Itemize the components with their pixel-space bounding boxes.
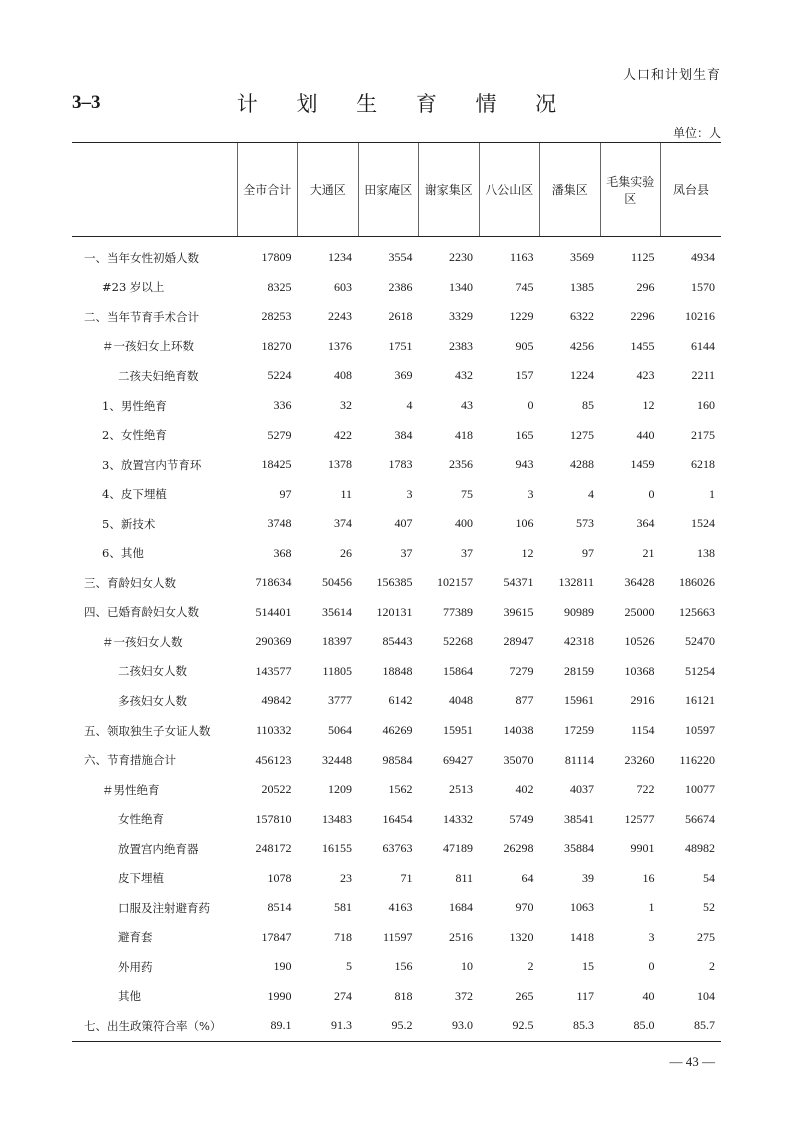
table-cell: 10368	[624, 663, 655, 678]
table-cell: 1783	[388, 457, 413, 472]
row-label: 避育套	[118, 930, 153, 945]
table-cell: 722	[636, 782, 655, 797]
table-row	[72, 450, 721, 480]
table-cell: 5279	[267, 427, 292, 442]
table-cell: 20522	[261, 782, 292, 797]
table-cell: 2	[709, 959, 715, 974]
column-header: 凤台县	[661, 143, 722, 237]
row-label: 其他	[118, 989, 141, 1004]
table-cell: 81114	[564, 752, 594, 767]
table-cell: 1340	[449, 279, 473, 294]
table-row	[72, 627, 721, 657]
table-cell: 16121	[685, 693, 715, 708]
table-row	[72, 538, 721, 568]
table-cell: 1224	[570, 368, 594, 383]
table-cell: 2618	[388, 309, 413, 324]
row-label: 3、放置宫内节育环	[102, 457, 202, 472]
table-cell: 514401	[255, 604, 292, 619]
table-cell: 4934	[691, 250, 715, 265]
table-cell: 2211	[691, 368, 715, 383]
table-cell: 1418	[570, 929, 594, 944]
table-cell: 157810	[255, 811, 292, 826]
table-cell: 69427	[443, 752, 473, 767]
table-cell: 905	[515, 338, 534, 353]
table-cell: 1376	[328, 338, 352, 353]
table-cell: 1078	[267, 870, 292, 885]
table-cell: 384	[394, 427, 413, 442]
table-cell: 3	[648, 929, 655, 944]
table-cell: 440	[636, 427, 655, 442]
table-cell: 11805	[322, 663, 352, 678]
table-cell: 132811	[558, 575, 594, 590]
table-cell: 37	[461, 545, 473, 560]
table-cell: 12	[521, 545, 534, 560]
table-row	[72, 420, 721, 450]
table-cell: 2356	[449, 457, 473, 472]
table-cell: 92.5	[479, 1011, 540, 1041]
table-cell: 1320	[509, 929, 534, 944]
row-label: 5、新技术	[102, 516, 156, 531]
table-cell: 8514	[267, 900, 292, 915]
table-cell: 3329	[449, 309, 473, 324]
table-cell: 4048	[449, 693, 473, 708]
table-cell: 51254	[685, 663, 715, 678]
table-cell: 2516	[449, 929, 473, 944]
table-cell: 0	[527, 398, 534, 412]
table-cell: 11597	[382, 929, 413, 944]
table-row	[72, 391, 721, 421]
table-cell: 5	[346, 959, 352, 974]
table-cell: 35070	[503, 752, 534, 767]
table-cell: 402	[515, 782, 534, 797]
table-cell: 38541	[564, 811, 594, 826]
table-cell: 13483	[322, 811, 352, 826]
row-label: 皮下埋植	[118, 871, 164, 886]
table-cell: 718634	[255, 575, 292, 590]
table-cell: 2230	[449, 250, 473, 265]
table-cell: 138	[697, 545, 715, 560]
row-label: 多孩妇女人数	[118, 693, 187, 708]
table-cell: 40	[642, 988, 655, 1003]
column-header: 全市合计	[237, 143, 298, 237]
column-header: 潘集区	[540, 143, 601, 237]
table-cell: 156	[394, 959, 413, 974]
table-cell: 0	[648, 486, 655, 501]
table-cell: 56674	[685, 811, 715, 826]
table-cell: 102157	[437, 575, 473, 590]
table-cell: 3569	[570, 250, 594, 265]
table-cell: 14038	[503, 723, 534, 738]
table-row	[72, 273, 721, 303]
table-header-row	[72, 143, 721, 237]
table-cell: 1234	[328, 250, 352, 265]
table-cell: 275	[697, 929, 715, 944]
table-cell: 1125	[630, 250, 655, 265]
table-cell: 120131	[376, 604, 413, 619]
table-cell: 5064	[328, 723, 352, 738]
table-cell: 877	[515, 693, 534, 708]
table-cell: 47189	[443, 841, 473, 856]
table-cell: 50456	[322, 575, 352, 590]
table-cell: 77389	[443, 604, 473, 619]
table-cell: 423	[636, 368, 655, 383]
row-label: 二孩妇女人数	[118, 664, 187, 679]
table-cell: 1063	[570, 900, 594, 915]
table-cell: 1455	[630, 338, 655, 353]
table-row	[72, 1011, 721, 1041]
page-title: 计 划 生 育 情 况	[236, 92, 573, 116]
table-cell: 1163	[509, 250, 534, 265]
table-cell: 2383	[449, 338, 473, 353]
table-cell: 15951	[443, 723, 473, 738]
table-cell: 46269	[382, 723, 413, 738]
column-header	[72, 143, 237, 237]
table-cell: 36428	[624, 575, 655, 590]
table-cell: 14332	[443, 811, 473, 826]
table-row	[72, 686, 721, 716]
table-cell: 432	[455, 368, 473, 383]
table-cell: 1378	[328, 457, 352, 472]
table-cell: 2243	[328, 309, 352, 324]
table-row	[72, 745, 721, 775]
table-cell: 1154	[630, 723, 655, 738]
table-cell: 17259	[564, 723, 594, 738]
table-cell: 0	[648, 959, 655, 974]
table-cell: 71	[400, 870, 413, 885]
column-header: 大通区	[298, 143, 359, 237]
table-cell: 48982	[685, 841, 715, 856]
table-cell: 42318	[564, 634, 594, 649]
table-cell: 745	[515, 279, 534, 294]
table-cell: 23	[340, 870, 352, 885]
table-cell: 2175	[691, 427, 715, 442]
row-label: 1、男性绝育	[102, 398, 167, 413]
table-cell: 16155	[322, 841, 352, 856]
table-cell: 296	[636, 279, 655, 294]
table-cell: 1751	[388, 338, 413, 353]
table-row	[72, 923, 721, 953]
row-label: 口服及注射避育药	[118, 900, 210, 915]
table-cell: 89.1	[237, 1011, 298, 1041]
table-cell: 2916	[630, 693, 655, 708]
table-cell: 372	[455, 988, 473, 1003]
table-cell: 143577	[255, 663, 292, 678]
table-row	[72, 657, 721, 687]
table-cell: 943	[515, 457, 534, 472]
table-cell: 52470	[685, 634, 715, 649]
table-cell: 364	[636, 516, 655, 531]
table-cell: 104	[697, 988, 715, 1003]
table-cell: 37	[400, 545, 413, 560]
column-header: 谢家集区	[419, 143, 480, 237]
column-header: 田家庵区	[358, 143, 419, 237]
row-label: 女性绝育	[118, 812, 164, 827]
table-cell: 290369	[255, 634, 292, 649]
table-cell: 2	[527, 959, 534, 974]
table-cell: 400	[455, 516, 473, 531]
table-cell: 9901	[630, 841, 655, 856]
table-cell: 4163	[388, 900, 413, 915]
table-cell: 110332	[255, 723, 292, 738]
row-label: 4、皮下埋植	[102, 487, 167, 502]
table-cell: 52	[703, 900, 715, 915]
table-cell: 248172	[255, 841, 292, 856]
table-cell: 17809	[261, 250, 292, 265]
table-cell: 18397	[322, 634, 352, 649]
table-cell: 12577	[624, 811, 655, 826]
table-cell: 1385	[570, 279, 594, 294]
table-cell: 32	[340, 398, 352, 412]
page-number: — 43 —	[669, 1054, 715, 1069]
table-row	[72, 893, 721, 923]
table-cell: 64	[521, 870, 534, 885]
table-cell: 117	[576, 988, 594, 1003]
table-cell: 98584	[382, 752, 413, 767]
table-cell: 10077	[685, 782, 715, 797]
table-cell: 374	[334, 516, 352, 531]
table-cell: 28253	[261, 309, 292, 324]
table-cell: 3	[406, 486, 413, 501]
table-row	[72, 237, 721, 273]
table-cell: 10216	[685, 309, 715, 324]
table-cell: 2513	[449, 782, 473, 797]
table-cell: 15864	[443, 663, 473, 678]
table-cell: 5749	[509, 811, 534, 826]
table-cell: 369	[394, 368, 413, 383]
table-row	[72, 982, 721, 1012]
table-row	[72, 568, 721, 598]
table-row	[72, 952, 721, 982]
table-cell: 15	[582, 959, 594, 974]
table-cell: 54	[703, 870, 715, 885]
table-cell: 456123	[255, 752, 292, 767]
table-cell: 28947	[503, 634, 534, 649]
table-cell: 85	[582, 398, 594, 412]
table-cell: 1	[709, 486, 715, 501]
table-cell: 10	[461, 959, 473, 974]
table-cell: 818	[394, 988, 413, 1003]
table-row	[72, 509, 721, 539]
running-head: 人口和计划生育	[622, 68, 721, 83]
table-cell: 2296	[630, 309, 655, 324]
row-label: 放置宫内绝育器	[118, 841, 199, 856]
table-cell: 93.0	[419, 1011, 480, 1041]
table-cell: 49842	[261, 693, 292, 708]
table-cell: 265	[515, 988, 534, 1003]
table-cell: 603	[334, 279, 352, 294]
table-row	[72, 332, 721, 362]
table-cell: 6142	[388, 693, 413, 708]
table-cell: 54371	[503, 575, 534, 590]
table-cell: 4	[406, 398, 413, 412]
table-cell: 407	[394, 516, 413, 531]
table-body	[72, 237, 721, 1042]
table-cell: 165	[515, 427, 534, 442]
table-cell: 52268	[443, 634, 473, 649]
row-label: ＃男性绝育	[102, 782, 160, 797]
table-row	[72, 716, 721, 746]
table-cell: 422	[334, 427, 352, 442]
table-cell: 97	[582, 545, 594, 560]
table-row	[72, 361, 721, 391]
table-cell: 25000	[624, 604, 655, 619]
table-cell: 274	[334, 988, 352, 1003]
table-cell: 26298	[503, 841, 534, 856]
table-cell: 1562	[388, 782, 413, 797]
column-header: 八公山区	[479, 143, 540, 237]
table-cell: 35614	[322, 604, 352, 619]
table-cell: 75	[461, 486, 473, 501]
table-cell: 43	[461, 398, 473, 412]
row-label: 2、女性绝育	[102, 428, 167, 443]
table-cell: 1684	[449, 900, 473, 915]
table-cell: 1459	[630, 457, 655, 472]
table-cell: 16454	[382, 811, 413, 826]
table-cell: 4256	[570, 338, 594, 353]
table-cell: 190	[273, 959, 292, 974]
table-cell: 186026	[679, 575, 715, 590]
table-cell: 1	[648, 900, 655, 915]
table-cell: 573	[576, 516, 594, 531]
table-cell: 1524	[691, 516, 715, 531]
row-label: 6、其他	[102, 546, 144, 561]
table-cell: 160	[697, 398, 715, 412]
table-cell: 91.3	[298, 1011, 359, 1041]
table-cell: 408	[334, 368, 352, 383]
row-label: #23 岁以上	[102, 280, 165, 295]
table-cell: 7279	[509, 663, 534, 678]
table-cell: 5224	[267, 368, 292, 383]
row-label: 三、育龄妇女人数	[84, 575, 176, 590]
table-row	[72, 834, 721, 864]
table-cell: 157	[515, 368, 534, 383]
table-number: 3–3	[72, 92, 101, 113]
table-row	[72, 479, 721, 509]
table-cell: 12	[642, 398, 655, 412]
table-cell: 1990	[267, 988, 292, 1003]
table-row	[72, 804, 721, 834]
table-row	[72, 598, 721, 628]
table-cell: 116220	[679, 752, 715, 767]
table-cell: 10526	[624, 634, 655, 649]
table-cell: 15961	[564, 693, 594, 708]
table-cell: 156385	[376, 575, 413, 590]
row-label: 二、当年节育手术合计	[84, 309, 199, 324]
table-cell: 39615	[503, 604, 534, 619]
table-cell: 39	[582, 870, 594, 885]
table-cell: 17847	[261, 929, 292, 944]
table-row	[72, 302, 721, 332]
table-cell: 85443	[382, 634, 413, 649]
table-cell: 21	[642, 545, 655, 560]
table-cell: 368	[273, 545, 292, 560]
table-cell: 718	[334, 929, 352, 944]
table-cell: 3748	[267, 516, 292, 531]
table-cell: 8325	[267, 279, 292, 294]
table-cell: 6144	[691, 338, 715, 353]
table-cell: 125663	[679, 604, 715, 619]
table-cell: 85.0	[600, 1011, 661, 1041]
row-label: ＃一孩妇女上环数	[102, 339, 194, 354]
table-cell: 3777	[328, 693, 352, 708]
table-cell: 4288	[570, 457, 594, 472]
table-cell: 4	[588, 486, 594, 501]
table-cell: 10597	[685, 723, 715, 738]
table-cell: 18270	[261, 338, 292, 353]
row-label: ＃一孩妇女人数	[102, 634, 183, 649]
table-cell: 336	[273, 398, 292, 412]
table-cell: 1570	[691, 279, 715, 294]
table-cell: 85.3	[540, 1011, 601, 1041]
table-cell: 3554	[388, 250, 413, 265]
statistics-table	[72, 142, 721, 1042]
table-cell: 97	[279, 486, 292, 501]
row-label: 七、出生政策符合率（%）	[72, 1011, 237, 1041]
row-label: 六、节育措施合计	[84, 753, 176, 768]
table-cell: 6322	[570, 309, 594, 324]
table-cell: 1209	[328, 782, 352, 797]
table-row	[72, 775, 721, 805]
table-cell: 23260	[624, 752, 655, 767]
table-cell: 11	[340, 486, 352, 501]
row-label: 外用药	[118, 959, 153, 974]
table-cell: 811	[455, 870, 473, 885]
table-cell: 35884	[564, 841, 594, 856]
unit-label: 单位：人	[672, 126, 721, 140]
row-label: 四、已婚育龄妇女人数	[84, 605, 199, 620]
table-cell: 26	[340, 545, 352, 560]
row-label: 二孩夫妇绝育数	[118, 368, 199, 383]
table-cell: 16	[642, 870, 655, 885]
table-cell: 18848	[382, 663, 413, 678]
table-cell: 6218	[691, 457, 715, 472]
table-cell: 28159	[564, 663, 594, 678]
table-cell: 4037	[570, 782, 594, 797]
table-row	[72, 863, 721, 893]
table-cell: 32448	[322, 752, 352, 767]
table-cell: 970	[515, 900, 534, 915]
table-cell: 95.2	[358, 1011, 419, 1041]
table-cell: 418	[455, 427, 473, 442]
table-cell: 581	[334, 900, 352, 915]
row-label: 五、领取独生子女证人数	[84, 723, 211, 738]
table-cell: 1229	[509, 309, 534, 324]
table-cell: 2386	[388, 279, 413, 294]
row-label: 一、当年女性初婚人数	[84, 250, 199, 265]
table-cell: 90989	[564, 604, 594, 619]
table-cell: 18425	[261, 457, 292, 472]
table-cell: 1275	[570, 427, 594, 442]
table-cell: 3	[527, 486, 534, 501]
table-cell: 106	[515, 516, 534, 531]
table-cell: 85.7	[661, 1011, 722, 1041]
table-cell: 63763	[382, 841, 413, 856]
column-header: 毛集实验区	[600, 143, 661, 237]
